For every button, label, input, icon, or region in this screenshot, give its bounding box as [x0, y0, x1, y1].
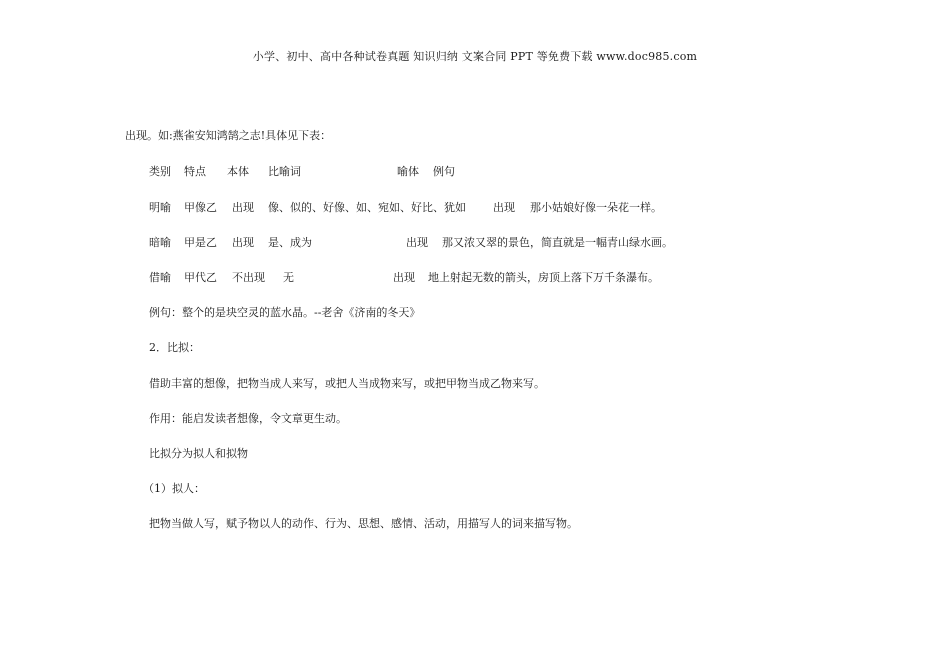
- row-cell: 暗喻: [149, 236, 171, 249]
- row-cell: 甲代乙: [184, 271, 217, 284]
- row-cell: 地上射起无数的箭头，房顶上落下万千条瀑布。: [428, 271, 659, 284]
- section-heading: 2．比拟：: [149, 341, 200, 354]
- header-tenor: 本体: [227, 165, 249, 178]
- intro-text: 出现。如:燕雀安知鸿鹄之志!具体见下表：: [125, 129, 332, 142]
- row-cell: 明喻: [149, 201, 171, 214]
- row-cell: 是、成为: [268, 236, 312, 249]
- row-cell: 不出现: [232, 271, 265, 284]
- header-comparator: 比喻词: [268, 165, 301, 178]
- row-cell: 出现: [232, 236, 254, 249]
- header-vehicle: 喻体: [397, 165, 419, 178]
- row-cell: 出现: [406, 236, 428, 249]
- row-cell: 甲像乙: [184, 201, 217, 214]
- row-cell: 出现: [232, 201, 254, 214]
- row-cell: 出现: [393, 271, 415, 284]
- example-sentence: 例句：整个的是块空灵的蓝水晶。--老舍《济南的冬天》: [149, 306, 421, 319]
- row-cell: 无: [283, 271, 294, 284]
- row-cell: 甲是乙: [184, 236, 217, 249]
- types-paragraph: 比拟分为拟人和拟物: [149, 447, 248, 460]
- page-header: 小学、初中、高中各种试卷真题 知识归纳 文案合同 PPT 等免费下载 www.doc985.com: [252, 50, 698, 63]
- function-paragraph: 作用：能启发读者想像，令文章更生动。: [149, 412, 347, 425]
- row-cell: 那又浓又翠的景色，简直就是一幅青山绿水画。: [442, 236, 673, 249]
- header-category: 类别: [149, 165, 171, 178]
- definition-paragraph: 借助丰富的想像，把物当成人来写，或把人当成物来写，或把甲物当成乙物来写。: [149, 377, 545, 390]
- subsection-definition: 把物当做人写，赋予物以人的动作、行为、思想、感情、活动，用描写人的词来描写物。: [149, 517, 578, 530]
- header-example: 例句: [433, 165, 455, 178]
- row-cell: 借喻: [149, 271, 171, 284]
- row-cell: 那小姑娘好像一朵花一样。: [530, 201, 662, 214]
- subsection-heading: （1）拟人：: [143, 482, 205, 495]
- header-feature: 特点: [184, 165, 206, 178]
- row-cell: 像、似的、好像、如、宛如、好比、犹如: [268, 201, 466, 214]
- row-cell: 出现: [493, 201, 515, 214]
